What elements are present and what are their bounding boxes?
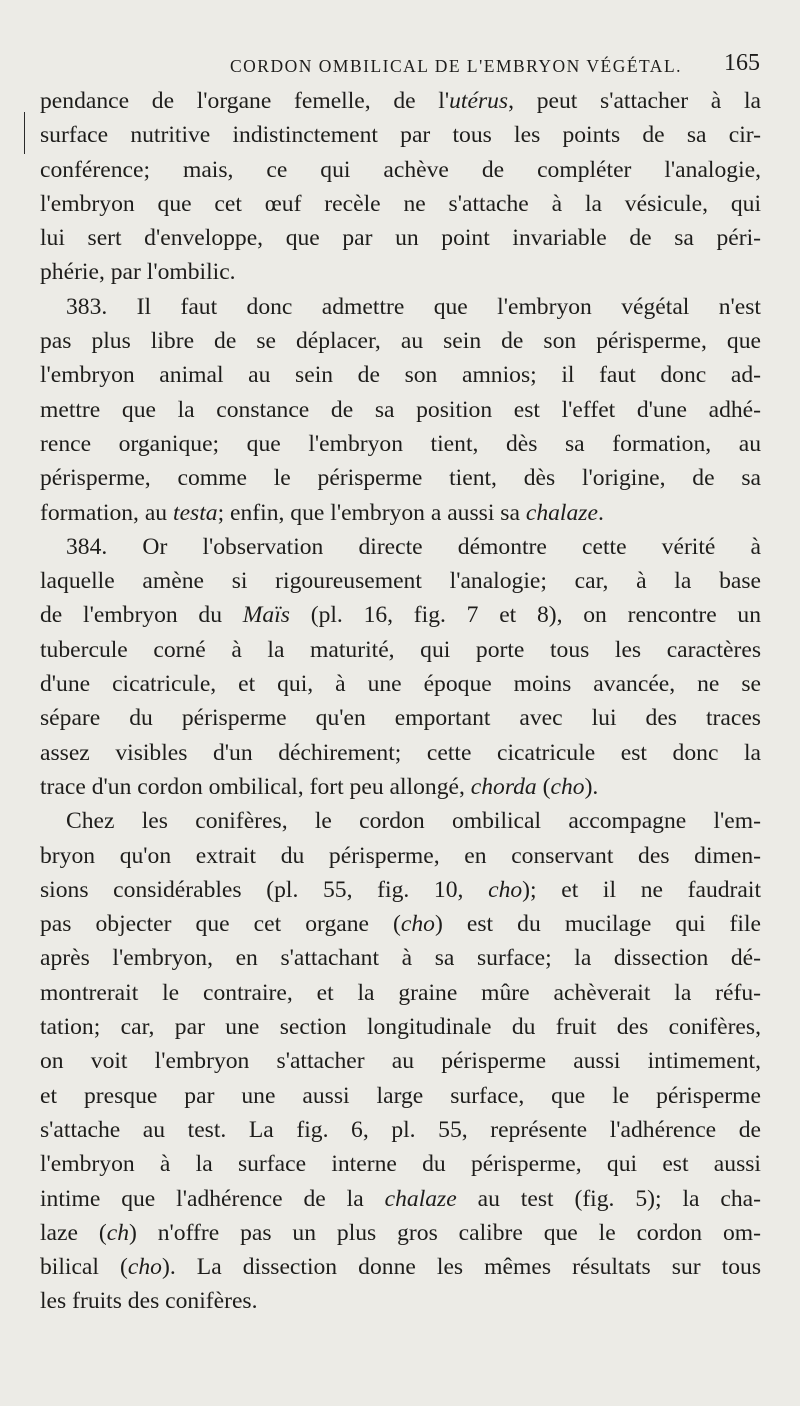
text-segment: pas plus libre de se déplacer, au sein de son périsperme, que xyxy=(40,328,761,355)
text-segment: de l'embryon du xyxy=(40,602,243,629)
text-segment: lui sert d'enveloppe, que par un point invariable de sa péri- xyxy=(40,225,761,252)
text-line xyxy=(40,1216,761,1250)
text-segment: intime que l'adhérence de la xyxy=(40,1185,385,1212)
text-segment: ); et il ne faudrait xyxy=(522,876,761,903)
text-line xyxy=(40,393,761,427)
italic-term: testa xyxy=(173,499,218,526)
text-line xyxy=(40,633,761,667)
italic-term: chalaze xyxy=(384,1185,457,1212)
text-segment: conférence; mais, ce qui achève de compléter l'analogie, xyxy=(40,156,761,183)
text-line xyxy=(40,290,761,324)
text-line xyxy=(40,187,761,221)
text-segment: on voit l'embryon s'attacher au périsperme aussi intimement, xyxy=(40,1048,761,1075)
text-segment: l'embryon à la surface interne du périsperme, qui est aussi xyxy=(40,1151,761,1178)
text-line xyxy=(40,701,761,735)
text-line xyxy=(40,324,761,358)
text-line xyxy=(40,667,761,701)
text-segment: montrerait le contraire, et la graine mûre achèverait la réfu- xyxy=(40,979,761,1006)
text-segment: mettre que la constance de sa position est l'effet d'une adhé- xyxy=(40,396,761,423)
text-line xyxy=(40,1250,761,1284)
text-line xyxy=(40,84,761,118)
italic-term: ch xyxy=(106,1219,129,1246)
text-segment: laquelle amène si rigoureusement l'analogie; car, à la base xyxy=(40,568,761,595)
text-line xyxy=(40,1147,761,1181)
text-line xyxy=(40,1079,761,1113)
page-header xyxy=(230,50,760,80)
text-segment: assez visibles d'un déchirement; cette cicatricule est donc la xyxy=(40,739,761,766)
text-segment: ) est du mucilage qui file xyxy=(434,911,761,938)
text-line xyxy=(40,564,761,598)
text-line xyxy=(40,530,761,564)
text-segment: pendance de l'organe femelle, de l' xyxy=(40,88,450,114)
text-line xyxy=(40,118,761,152)
text-segment: , peut s'attacher à la xyxy=(508,88,762,114)
italic-term: chalaze xyxy=(525,499,598,526)
text-segment: phérie, par l'ombilic. xyxy=(40,259,236,286)
text-segment: ) n'offre pas un plus gros calibre que le cordon om- xyxy=(129,1219,761,1246)
text-line xyxy=(40,153,761,187)
text-line xyxy=(40,804,761,838)
text-line xyxy=(40,1044,761,1078)
text-line xyxy=(40,221,761,255)
text-segment: tubercule corné à la maturité, qui porte tous les caractères xyxy=(40,636,761,663)
text-segment: l'embryon que cet œuf recèle ne s'attache à la vésicule, qui xyxy=(40,190,761,217)
italic-term: utérus xyxy=(449,88,509,114)
text-line xyxy=(40,598,761,632)
text-segment: les fruits des conifères. xyxy=(40,1288,258,1315)
text-segment: trace d'un cordon ombilical, fort peu allongé, xyxy=(40,773,471,800)
text-segment: après l'embryon, en s'attachant à sa surface; la dissection dé- xyxy=(40,945,761,972)
text-line xyxy=(40,770,761,804)
text-segment: ( xyxy=(536,773,551,800)
text-segment: au test (fig. 5); la cha- xyxy=(456,1185,761,1212)
text-segment: 383. Il faut donc admettre que l'embryon végétal n'est xyxy=(66,293,761,320)
text-line xyxy=(40,255,761,289)
text-segment: Chez les conifères, le cordon ombilical accompagne l'em- xyxy=(66,808,761,835)
text-line xyxy=(40,1010,761,1044)
text-segment: surface nutritive indistinctement par tous les points de sa cir- xyxy=(40,122,761,149)
running-title: CORDON OMBILICAL DE L'EMBRYON VÉGÉTAL. xyxy=(230,56,683,76)
italic-term: cho xyxy=(400,911,435,938)
text-segment: ). La dissection donne les mêmes résultats sur tous xyxy=(161,1254,761,1281)
text-line xyxy=(40,941,761,975)
text-line xyxy=(40,358,761,392)
text-segment: pas objecter que cet organe ( xyxy=(40,911,401,938)
italic-term: cho xyxy=(127,1254,162,1281)
italic-term: cho xyxy=(550,773,585,800)
page-number: 165 xyxy=(724,50,760,76)
text-line xyxy=(40,976,761,1010)
text-segment: et presque par une aussi large surface, que le périsperme xyxy=(40,1082,761,1109)
text-segment: ; enfin, que l'embryon a aussi sa xyxy=(217,499,526,526)
text-segment: périsperme, comme le périsperme tient, dès l'origine, de sa xyxy=(40,465,761,492)
text-segment: (pl. 16, fig. 7 et 8), on rencontre un xyxy=(289,602,762,629)
text-line xyxy=(40,427,761,461)
text-line xyxy=(40,496,761,530)
text-line xyxy=(40,1113,761,1147)
text-segment: formation, au xyxy=(40,499,174,526)
text-segment: bryon qu'on extrait du périsperme, en conservant des dimen- xyxy=(40,842,761,869)
text-segment: 384. Or l'observation directe démontre cette vérité à xyxy=(66,533,761,560)
text-line xyxy=(40,907,761,941)
text-segment: . xyxy=(597,499,604,526)
text-line xyxy=(40,736,761,770)
text-segment: d'une cicatricule, et qui, à une époque moins avancée, ne se xyxy=(40,671,761,698)
text-segment: bilical ( xyxy=(40,1254,128,1281)
text-line xyxy=(40,1182,761,1216)
italic-term: chorda xyxy=(470,773,537,800)
text-segment: sépare du périsperme qu'en emportant avec lui des traces xyxy=(40,705,761,732)
text-segment: laze ( xyxy=(40,1219,107,1246)
text-line xyxy=(40,839,761,873)
text-segment: s'attache au test. La fig. 6, pl. 55, représente l'adhérence de xyxy=(40,1116,761,1143)
text-line xyxy=(40,1284,761,1318)
text-segment: ). xyxy=(584,773,599,800)
text-segment: tation; car, par une section longitudinale du fruit des conifères, xyxy=(40,1014,761,1041)
text-segment: rence organique; que l'embryon tient, dès sa formation, au xyxy=(40,430,761,457)
text-segment: sions considérables (pl. 55, fig. 10, xyxy=(40,876,489,903)
text-line xyxy=(40,873,761,907)
text-line xyxy=(40,461,761,495)
italic-term: Maïs xyxy=(242,602,290,629)
margin-mark xyxy=(24,112,25,154)
text-segment: l'embryon animal au sein de son amnios; il faut donc ad- xyxy=(40,362,761,389)
body-text xyxy=(40,84,761,1319)
italic-term: cho xyxy=(488,876,523,903)
